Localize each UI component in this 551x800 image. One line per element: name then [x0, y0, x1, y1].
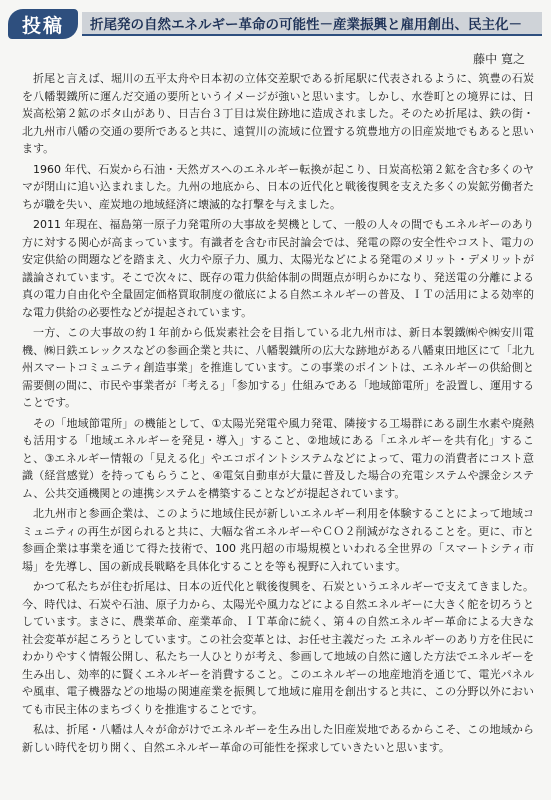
paragraph: 折尾と言えば、堀川の五平太舟や日本初の立体交差駅である折尾駅に代表されるように、筑豊の石炭を八幡製鐵所に運んだ交通の要所というイメージが強いと思います。しかし、水巻町との境界には、日炭高松第２鉱のボタ山があり、日吉台３丁目は炭住跡地に造成されました。そのため折尾は、鉄の街・北九州市八幡の交通の要所であると共に、遠賀川の流域に位置する筑豊地方の旧産炭地でもあると思います。 [22, 72, 534, 155]
paragraph: 1960 年代、石炭から石油・天然ガスへのエネルギー転換が起こり、日炭高松第２鉱を含む多くのヤマが閉山に追い込まれました。九州の地底から、日本の近代化と戦後復興を支えた多くの炭鉱労働者たちが職を失い、産炭地の地域経済に壊滅的な打撃を与えました。 [22, 162, 534, 211]
author-name: 藤中 寛之 [473, 52, 525, 66]
paragraph: 北九州市と参画企業は、このように地域住民が新しいエネルギー利用を体験することによって地域コミュニティの再生が図られると共に、大幅な省エネルギーやＣＯ２削減がなされることを。更に、市と参画企業は事業を通じて得た技術で、100 兆円超の市場規模といわれる全世界の「スマートシティ市場」を先導し、国の新成長戦略を具体化することを等も視野に入れています。 [22, 507, 534, 573]
paragraph: 2011 年現在、福島第一原子力発電所の大事故を契機として、一般の人々の間でもエネルギーのあり方に対する関心が高まっています。有識者を含む市民討論会では、発電の際の安全性やコスト、電力の安定供給の問題などを踏まえ、火力や原子力、風力、太陽光などによる発電のメリット・デメリットが議論されています。そこで次々に、既存の電力供給体制の問題点が明らかになり、発送電の分離による真の電力自由化や全量固定価格買取制度の徹底による自然エネルギーの普及、ＩＴの活用による効率的な電力供給の必要性などが提起されています。 [22, 218, 534, 319]
paragraph: 一方、この大事故の約１年前から低炭素社会を目指している北九州市は、新日本製鐵㈱や㈱安川電機、㈱日鉄エレックスなどの参画企業と共に、八幡製鐵所の広大な跡地がある八幡東田地区にて「北九州スマートコミュニティ創造事業」を推進しています。この事業のポイントは、エネルギーの供給側と需要側の間に、市民や事業者が「考える」「参加する」仕組みである「地域節電所」を設置し、運用することです。 [22, 326, 534, 409]
paragraph: その「地域節電所」の機能として、①太陽光発電や風力発電、隣接する工場群にある副生水素や廃熱も活用する「地域エネルギーを発見・導入」すること、②地域にある「エネルギーを共有化」すること、③エネルギー情報の「見える化」やエコポイントシステムなどによって、電力の消費者にコスト意識（経営感覚）を持ってもらうこと、④電気自動車が大量に普及した場合の充電システムや課金システム、公共交通機関との連携システムを構築することなどが提起されています。 [22, 416, 534, 500]
paragraph: かつて私たちが住む折尾は、日本の近代化と戦後復興を、石炭というエネルギーで支えてきました。今、時代は、石炭や石油、原子力から、太陽光や風力などによる自然エネルギーに大きく舵を切ろうとしています。まさに、農業革命、産業革命、ＩＴ革命に続く、第４の自然エネルギー革命による大きな社会変革が起ころうとしています。この社会変革とは、お任せ主義だった エネルギーのあり方を住民にわかりやすく情報公開し、私たち一人ひとりが考え、参画して地域の自然に適した方法でエネルギーを生み出し、効率的に賢くエネルギーを消費すること。このエネルギーの地産地消を通じて、電光パネルや風車、電子機器などの地場の関連産業を振興して地域に雇用を創出すると共に、この分野以外においても市民主体のまちづくりを推進することです。 [22, 580, 534, 716]
article-title: 折尾発の自然エネルギー革命の可能性－産業振興と雇用創出、民主化－ [90, 17, 522, 33]
article-body [22, 70, 534, 759]
article-header [8, 6, 543, 46]
paragraph: 私は、折尾・八幡は人々が命がけでエネルギーを生み出した旧産炭地であるからこそ、この地域から新しい時代を切り開く、自然エネルギー革命の可能性を探求していきたいと思います。 [22, 723, 534, 754]
submission-badge: 投稿 [8, 9, 78, 39]
title-bar [82, 12, 542, 36]
